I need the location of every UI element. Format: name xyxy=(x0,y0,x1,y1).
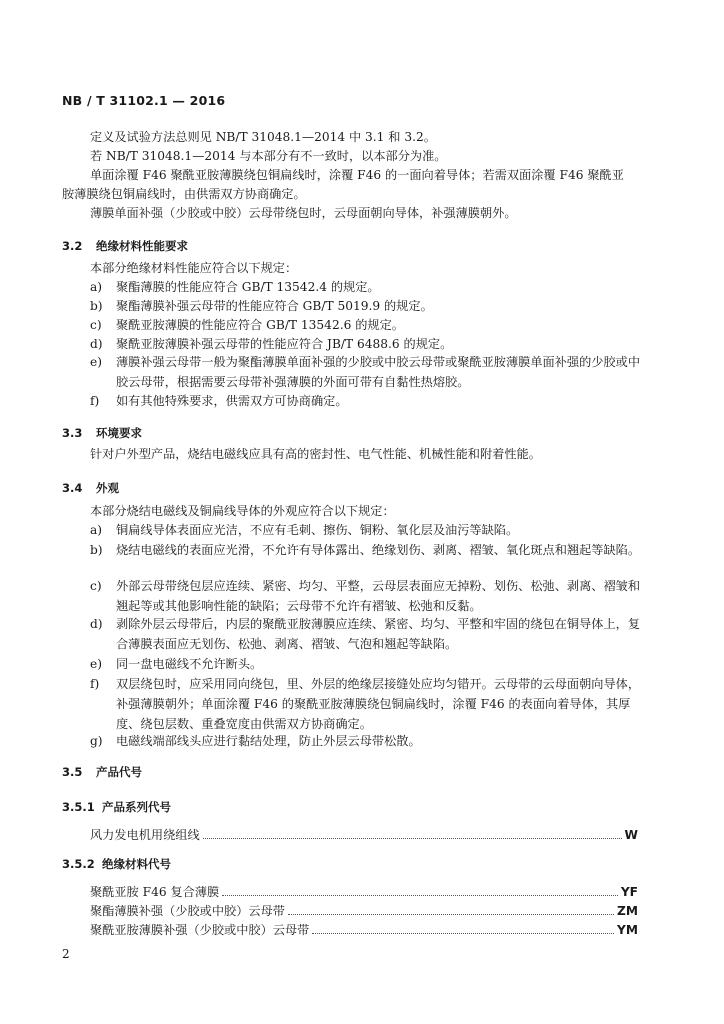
code-label: 风力发电机用绕组线 xyxy=(90,828,200,842)
code-label: 聚酰亚胺 F46 复合薄膜 xyxy=(90,885,220,899)
list-text: 同一盘电磁线不允许断头。 xyxy=(116,657,263,671)
list-marker: c) xyxy=(90,318,102,332)
intro-line: 定义及试验方法总则见 NB/T 31048.1—2014 中 3.1 和 3.2。 xyxy=(90,130,436,144)
list-item xyxy=(90,315,650,335)
section-body: 针对户外型产品，烧结电磁线应具有高的密封性、电气性能、机械性能和附着性能。 xyxy=(90,447,541,461)
list-text: 聚酰亚胺薄膜补强云母带的性能应符合 JB/T 6488.6 的规定。 xyxy=(116,337,453,351)
section-title: 产品系列代号 xyxy=(102,800,171,814)
list-marker: b) xyxy=(90,543,103,557)
list-text: 铜扁线导体表面应光洁，不应有毛刺、擦伤、铜粉、氧化层及油污等缺陷。 xyxy=(116,523,519,537)
section-heading-3-3 xyxy=(62,425,142,441)
list-item xyxy=(90,334,650,354)
list-marker: f) xyxy=(90,677,100,691)
section-heading-3-2 xyxy=(62,238,188,254)
list-marker: d) xyxy=(90,617,103,631)
section-heading-3-4 xyxy=(62,480,119,496)
list-marker: b) xyxy=(90,299,103,313)
list-marker: c) xyxy=(90,579,102,593)
code-value: YM xyxy=(617,923,638,937)
list-marker: f) xyxy=(90,394,100,408)
list-item xyxy=(90,731,650,751)
list-marker: d) xyxy=(90,337,103,351)
intro-line: 胺薄膜绕包铜扁线时，由供需双方协商确定。 xyxy=(62,187,306,201)
section-number: 3.5.1 xyxy=(62,800,95,814)
intro-line: 薄膜单面补强（少胶或中胶）云母带绕包时，云母面朝向导体，补强薄膜朝外。 xyxy=(90,206,517,220)
list-item xyxy=(90,391,650,411)
page-number: 2 xyxy=(62,947,70,961)
list-text: 如有其他特殊要求，供需双方可协商确定。 xyxy=(116,394,348,408)
list-marker: e) xyxy=(90,657,102,671)
list-item xyxy=(90,540,650,560)
code-entry xyxy=(90,922,638,938)
section-lead: 本部分绝缘材料性能应符合以下规定： xyxy=(90,261,298,275)
code-label: 聚酰亚胺薄膜补强（少胶或中胶）云母带 xyxy=(90,923,310,937)
list-item xyxy=(90,614,650,654)
section-heading-3-5-2 xyxy=(62,856,171,872)
leader-dots xyxy=(203,838,622,839)
section-lead: 本部分烧结电磁线及铜扁线导体的外观应符合以下规定： xyxy=(90,504,395,518)
code-label: 聚酯薄膜补强（少胶或中胶）云母带 xyxy=(90,904,285,918)
section-title: 绝缘材料性能要求 xyxy=(96,239,188,253)
leader-dots xyxy=(312,933,614,934)
list-item xyxy=(90,520,650,540)
list-text: 外部云母带绕包层应连续、紧密、均匀、平整，云母层表面应无掉粉、划伤、松弛、剥离、褶皱和翘起等或其他影响性能的缺陷；云母带不允许有褶皱、松弛和反黏。 xyxy=(116,579,641,613)
code-entry xyxy=(90,884,638,900)
standard-number-header: NB / T 31102.1 — 2016 xyxy=(62,93,226,108)
list-item xyxy=(90,352,650,392)
section-number: 3.5.2 xyxy=(62,857,95,871)
leader-dots xyxy=(222,895,618,896)
section-title: 环境要求 xyxy=(96,426,142,440)
intro-line: 单面涂覆 F46 聚酰亚胺薄膜绕包铜扁线时，涂覆 F46 的一面向着导体；若需双面涂覆 F46 聚酰亚 xyxy=(90,168,624,182)
section-number: 3.5 xyxy=(62,765,83,779)
list-text: 聚酯薄膜补强云母带的性能应符合 GB/T 5019.9 的规定。 xyxy=(116,299,433,313)
list-text: 剥除外层云母带后，内层的聚酰亚胺薄膜应连续、紧密、均匀、平整和牢固的绕包在铜导体上，复合薄膜表面应无划伤、松弛、剥离、褶皱、气泡和翘起等缺陷。 xyxy=(116,617,641,651)
intro-line: 若 NB/T 31048.1—2014 与本部分有不一致时，以本部分为准。 xyxy=(90,149,447,163)
code-value: ZM xyxy=(617,904,638,918)
list-item xyxy=(90,674,650,734)
code-value: YF xyxy=(620,885,638,899)
list-marker: a) xyxy=(90,523,103,537)
list-marker: g) xyxy=(90,734,103,748)
list-text: 双层绕包时，应采用同向绕包，里、外层的绝缘层接缝处应均匀错开。云母带的云母面朝向导体，补强薄膜朝外；单面涂覆 F46 的聚酰亚胺薄膜绕包铜扁线时，涂覆 F46 的表面向着导体，其厚度、绕包层数、重叠宽度由供需双方协商确定。 xyxy=(116,677,641,731)
list-text: 薄膜补强云母带一般为聚酯薄膜单面补强的少胶或中胶云母带或聚酰亚胺薄膜单面补强的少胶或中胶云母带，根据需要云母带补强薄膜的外面可带有自黏性热熔胶。 xyxy=(116,355,641,389)
list-marker: a) xyxy=(90,280,103,294)
leader-dots xyxy=(288,914,614,915)
list-text: 聚酰亚胺薄膜的性能应符合 GB/T 13542.6 的规定。 xyxy=(116,318,404,332)
section-number: 3.3 xyxy=(62,426,83,440)
list-item xyxy=(90,277,650,297)
list-text: 聚酯薄膜的性能应符合 GB/T 13542.4 的规定。 xyxy=(116,280,380,294)
list-text: 电磁线端部线头应进行黏结处理，防止外层云母带松散。 xyxy=(116,734,421,748)
list-item xyxy=(90,654,650,674)
section-heading-3-5 xyxy=(62,764,142,780)
section-title: 产品代号 xyxy=(96,765,142,779)
section-number: 3.4 xyxy=(62,481,83,495)
section-title: 外观 xyxy=(96,481,119,495)
list-marker: e) xyxy=(90,355,102,369)
code-entry xyxy=(90,827,638,843)
list-item xyxy=(90,296,650,316)
section-number: 3.2 xyxy=(62,239,83,253)
section-heading-3-5-1 xyxy=(62,799,171,815)
list-text: 烧结电磁线的表面应光滑，不允许有导体露出、绝缘划伤、剥离、褶皱、氧化斑点和翘起等缺陷。 xyxy=(116,543,641,557)
code-entry xyxy=(90,903,638,919)
section-title: 绝缘材料代号 xyxy=(102,857,171,871)
code-value: W xyxy=(624,828,638,842)
list-item xyxy=(90,576,650,616)
